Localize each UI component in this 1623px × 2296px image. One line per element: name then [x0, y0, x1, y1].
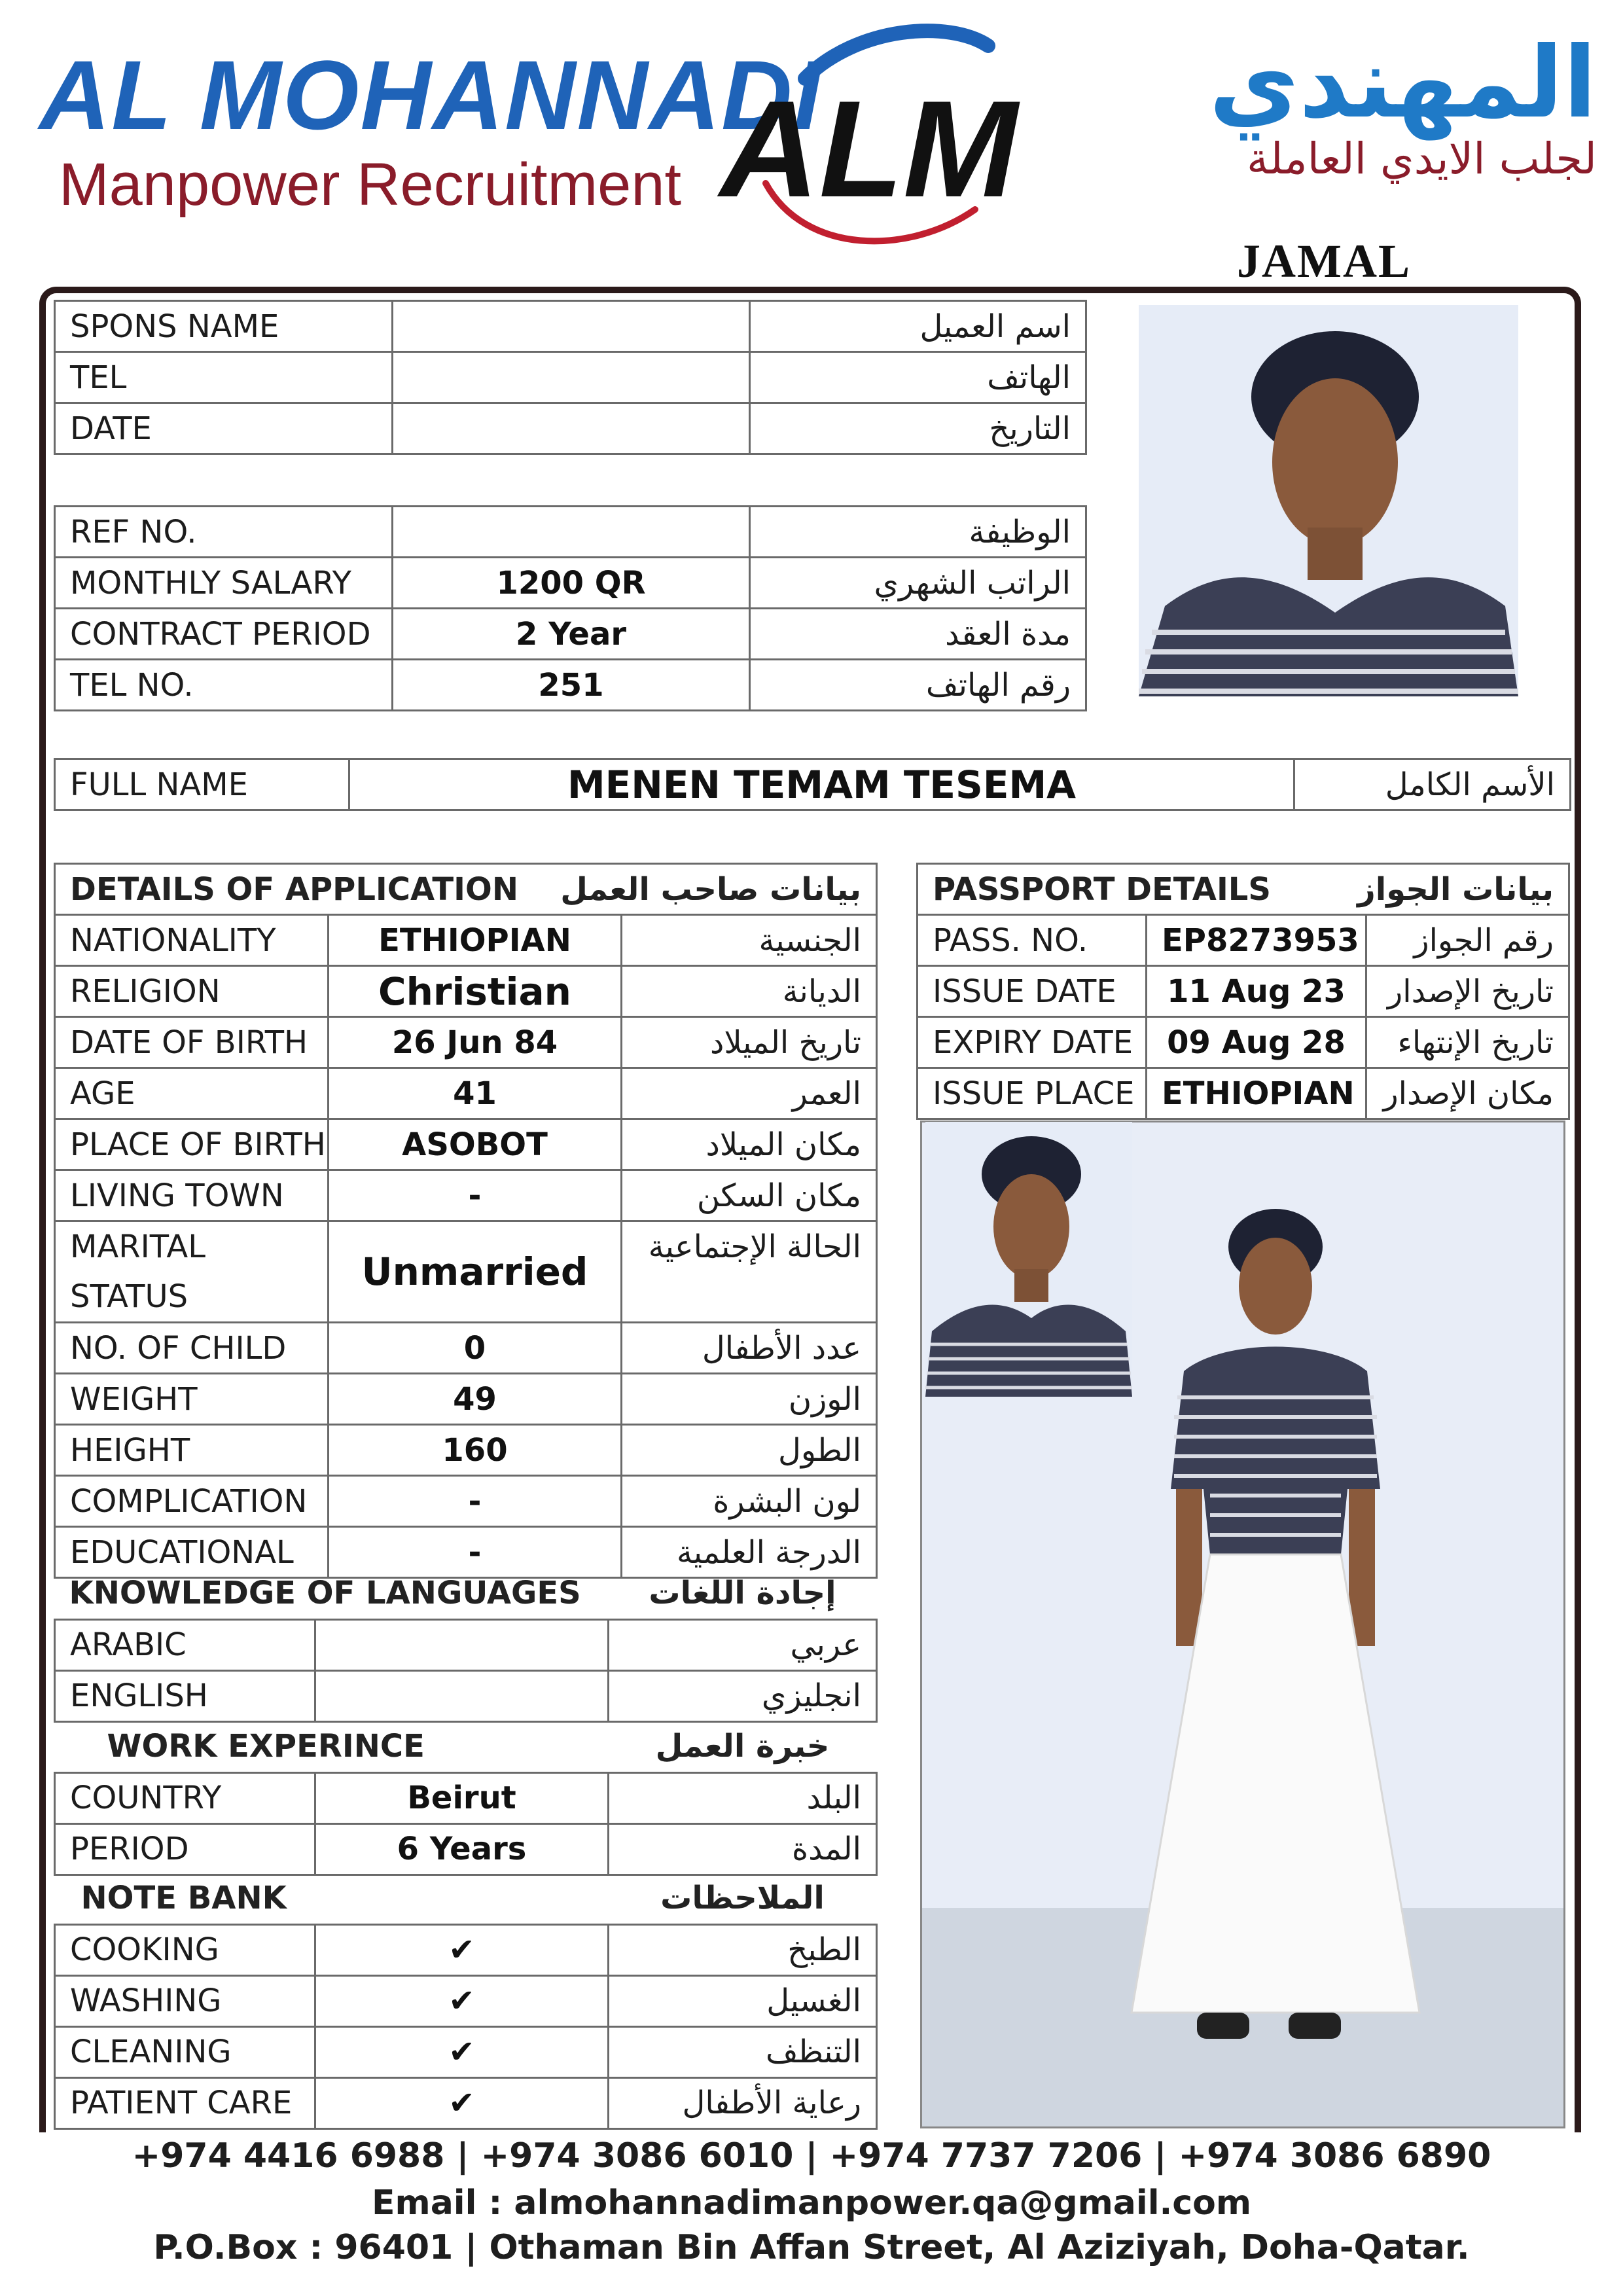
- arabic-label: ARABIC: [55, 1619, 315, 1670]
- work-title-ar: خبرة العمل: [655, 1728, 830, 1765]
- table-row: [55, 1670, 877, 1721]
- sponsor-tel-value: [393, 352, 750, 403]
- table-row: [55, 1119, 877, 1170]
- complication-label-ar: لون البشرة: [622, 1476, 877, 1527]
- washing-label-ar: الغسيل: [609, 1975, 877, 2026]
- table-row: [55, 558, 1086, 609]
- educational-label: EDUCATIONAL: [55, 1527, 329, 1578]
- application-title-ar: بيانات صاحب العمل: [622, 864, 877, 915]
- weight-label-ar: الوزن: [622, 1374, 877, 1425]
- salary-value: 1200 QR: [393, 558, 750, 609]
- arabic-label-ar: عربي: [609, 1619, 877, 1670]
- washing-check-icon: ✔: [315, 1975, 609, 2026]
- brand-tagline-arabic: لجلب الايدي العاملة: [1247, 134, 1597, 184]
- brand-name-arabic: المهندي: [1209, 26, 1597, 140]
- pass-no-value: EP8273953: [1147, 915, 1366, 966]
- alm-logo-icon: [713, 20, 1054, 255]
- languages-title-ar: إجادة اللغات: [649, 1575, 836, 1612]
- languages-table: [54, 1568, 878, 1723]
- full-name-label-ar: الأسم الكامل: [1294, 759, 1571, 810]
- patient-care-check-icon: ✔: [315, 2077, 609, 2128]
- table-row: [918, 966, 1569, 1017]
- cleaning-label-ar: التنظف: [609, 2026, 877, 2077]
- sponsor-table: [54, 300, 1087, 455]
- sponsor-date-value: [393, 403, 750, 454]
- footer-address: P.O.Box : 96401 | Othaman Bin Affan Street, Al Aziziyah, Doha-Qatar.: [153, 2228, 1470, 2267]
- table-row: [55, 1975, 877, 2026]
- table-row: [55, 2026, 877, 2077]
- cleaning-label: CLEANING: [55, 2026, 315, 2077]
- sponsor-name-value: [393, 301, 750, 352]
- table-row: [55, 2077, 877, 2128]
- full-name-label: FULL NAME: [55, 759, 349, 810]
- issue-place-value: ETHIOPIAN: [1147, 1068, 1366, 1119]
- table-header-row: [55, 1568, 877, 1619]
- period-value: 6 Years: [315, 1823, 609, 1874]
- place-of-birth-label-ar: مكان الميلاد: [622, 1119, 877, 1170]
- washing-label: WASHING: [55, 1975, 315, 2026]
- country-value: Beirut: [315, 1772, 609, 1823]
- cooking-label: COOKING: [55, 1924, 315, 1975]
- sponsor-name-label: SPONS NAME: [55, 301, 393, 352]
- issue-date-value: 11 Aug 23: [1147, 966, 1366, 1017]
- cooking-check-icon: ✔: [315, 1924, 609, 1975]
- height-label-ar: الطول: [622, 1425, 877, 1476]
- brand-name: AL MOHANNADI: [39, 40, 823, 150]
- sponsor-name-label-ar: اسم العميل: [750, 301, 1086, 352]
- table-row: [55, 352, 1086, 403]
- country-label: COUNTRY: [55, 1772, 315, 1823]
- issue-place-label-ar: مكان الإصدار: [1366, 1068, 1569, 1119]
- table-row: [918, 915, 1569, 966]
- footer-phones: +974 4416 6988 | +974 3086 6010 | +974 7737 7206 | +974 3086 6890: [132, 2136, 1491, 2176]
- brand-arabic: [1209, 26, 1597, 184]
- age-value: 41: [329, 1068, 622, 1119]
- table-row: [55, 1476, 877, 1527]
- nationality-label-ar: الجنسية: [622, 915, 877, 966]
- portrait-figure-icon: [1139, 305, 1518, 696]
- age-label-ar: العمر: [622, 1068, 877, 1119]
- english-label-ar: انجليزي: [609, 1670, 877, 1721]
- table-header-row: [55, 1873, 877, 1924]
- full-name-table: [54, 758, 1571, 811]
- brand-tagline: Manpower Recruitment: [59, 151, 682, 218]
- contract-period-value: 2 Year: [393, 609, 750, 660]
- marital-status-label-ar: الحالة الإجتماعية: [622, 1221, 877, 1323]
- place-of-birth-label: PLACE OF BIRTH: [55, 1119, 329, 1170]
- application-table: [54, 863, 878, 1579]
- tel-no-value: 251: [393, 660, 750, 711]
- religion-label: RELIGION: [55, 966, 329, 1017]
- period-label: PERIOD: [55, 1823, 315, 1874]
- table-row: [55, 609, 1086, 660]
- salary-label: MONTHLY SALARY: [55, 558, 393, 609]
- place-of-birth-value: ASOBOT: [329, 1119, 622, 1170]
- table-row: [55, 1425, 877, 1476]
- cleaning-check-icon: ✔: [315, 2026, 609, 2077]
- passport-figure-icon: [925, 1122, 1132, 1397]
- table-row: [55, 1374, 877, 1425]
- contract-table: [54, 505, 1087, 711]
- religion-value: Christian: [329, 966, 622, 1017]
- tel-no-label-ar: رقم الهاتف: [750, 660, 1086, 711]
- religion-label-ar: الديانة: [622, 966, 877, 1017]
- table-header-row: [55, 1721, 877, 1772]
- issue-place-label: ISSUE PLACE: [918, 1068, 1147, 1119]
- table-row: [55, 1823, 877, 1874]
- height-label: HEIGHT: [55, 1425, 329, 1476]
- expiry-date-label: EXPIRY DATE: [918, 1017, 1147, 1068]
- contract-period-label: CONTRACT PERIOD: [55, 609, 393, 660]
- table-row: [55, 301, 1086, 352]
- complication-value: -: [329, 1476, 622, 1527]
- pass-no-label: PASS. NO.: [918, 915, 1147, 966]
- table-row: [55, 1068, 877, 1119]
- table-row: [55, 1323, 877, 1374]
- age-label: AGE: [55, 1068, 329, 1119]
- ref-no-value: [393, 507, 750, 558]
- logo-text: ALM: [720, 72, 1018, 226]
- portrait-photo: [1139, 305, 1518, 696]
- height-value: 160: [329, 1425, 622, 1476]
- patient-care-label-ar: رعاية الأطفال: [609, 2077, 877, 2128]
- marital-status-label: MARITAL STATUS: [55, 1221, 329, 1323]
- agent-name: JAMAL: [1237, 235, 1411, 287]
- note-title-ar: الملاحظات: [660, 1880, 825, 1917]
- salary-label-ar: الراتب الشهري: [750, 558, 1086, 609]
- application-title: DETAILS OF APPLICATION: [55, 864, 622, 915]
- weight-label: WEIGHT: [55, 1374, 329, 1425]
- dob-value: 26 Jun 84: [329, 1017, 622, 1068]
- note-bank-table: [54, 1873, 878, 2130]
- table-row: [55, 1170, 877, 1221]
- cooking-label-ar: الطبخ: [609, 1924, 877, 1975]
- sponsor-date-label: DATE: [55, 403, 393, 454]
- table-header-row: [918, 864, 1569, 915]
- nationality-label: NATIONALITY: [55, 915, 329, 966]
- patient-care-label: PATIENT CARE: [55, 2077, 315, 2128]
- children-label-ar: عدد الأطفال: [622, 1323, 877, 1374]
- table-header-row: [55, 864, 877, 915]
- work-experience-table: [54, 1721, 878, 1876]
- tel-no-label: TEL NO.: [55, 660, 393, 711]
- weight-value: 49: [329, 1374, 622, 1425]
- complication-label: COMPLICATION: [55, 1476, 329, 1527]
- expiry-date-label-ar: تاريخ الإنتهاء: [1366, 1017, 1569, 1068]
- sponsor-tel-label: TEL: [55, 352, 393, 403]
- table-row: [55, 1221, 877, 1323]
- table-row: [55, 507, 1086, 558]
- arabic-value: [315, 1619, 609, 1670]
- dob-label-ar: تاريخ الميلاد: [622, 1017, 877, 1068]
- table-row: [55, 966, 877, 1017]
- sponsor-tel-label-ar: الهاتف: [750, 352, 1086, 403]
- table-row: [55, 1924, 877, 1975]
- dob-label: DATE OF BIRTH: [55, 1017, 329, 1068]
- table-row: [55, 1017, 877, 1068]
- living-town-value: -: [329, 1170, 622, 1221]
- table-row: [55, 915, 877, 966]
- nationality-value: ETHIOPIAN: [329, 915, 622, 966]
- living-town-label-ar: مكان السكن: [622, 1170, 877, 1221]
- table-row: [55, 660, 1086, 711]
- table-row: [55, 1772, 877, 1823]
- country-label-ar: البلد: [609, 1772, 877, 1823]
- table-row: [918, 1068, 1569, 1119]
- children-label: NO. OF CHILD: [55, 1323, 329, 1374]
- english-value: [315, 1670, 609, 1721]
- table-row: [55, 1619, 877, 1670]
- sponsor-date-label-ar: التاريخ: [750, 403, 1086, 454]
- table-row: [918, 1017, 1569, 1068]
- brand-english: [39, 40, 823, 219]
- ref-no-label: REF NO.: [55, 507, 393, 558]
- issue-date-label-ar: تاريخ الإصدار: [1366, 966, 1569, 1017]
- english-label: ENGLISH: [55, 1670, 315, 1721]
- expiry-date-value: 09 Aug 28: [1147, 1017, 1366, 1068]
- passport-table: [916, 863, 1570, 1120]
- full-name-value: MENEN TEMAM TESEMA: [349, 759, 1294, 810]
- educational-value: -: [329, 1527, 622, 1578]
- educational-label-ar: الدرجة العلمية: [622, 1527, 877, 1578]
- period-label-ar: المدة: [609, 1823, 877, 1874]
- contract-period-label-ar: مدة العقد: [750, 609, 1086, 660]
- pass-no-label-ar: رقم الجواز: [1366, 915, 1569, 966]
- living-town-label: LIVING TOWN: [55, 1170, 329, 1221]
- marital-status-value: Unmarried: [329, 1221, 622, 1323]
- ref-no-label-ar: الوظيفة: [750, 507, 1086, 558]
- table-row: [55, 403, 1086, 454]
- work-title: WORK EXPERINCE: [107, 1728, 425, 1765]
- passport-title-ar: بيانات الجواز: [1366, 864, 1569, 915]
- table-row: [55, 759, 1571, 810]
- passport-title: PASSPORT DETAILS: [918, 864, 1366, 915]
- note-title: NOTE BANK: [80, 1880, 287, 1917]
- languages-title: KNOWLEDGE OF LANGUAGES: [69, 1575, 581, 1612]
- issue-date-label: ISSUE DATE: [918, 966, 1147, 1017]
- footer-email: Email : almohannadimanpower.qa@gmail.com: [371, 2183, 1252, 2223]
- children-value: 0: [329, 1323, 622, 1374]
- passport-photo: [925, 1122, 1132, 1397]
